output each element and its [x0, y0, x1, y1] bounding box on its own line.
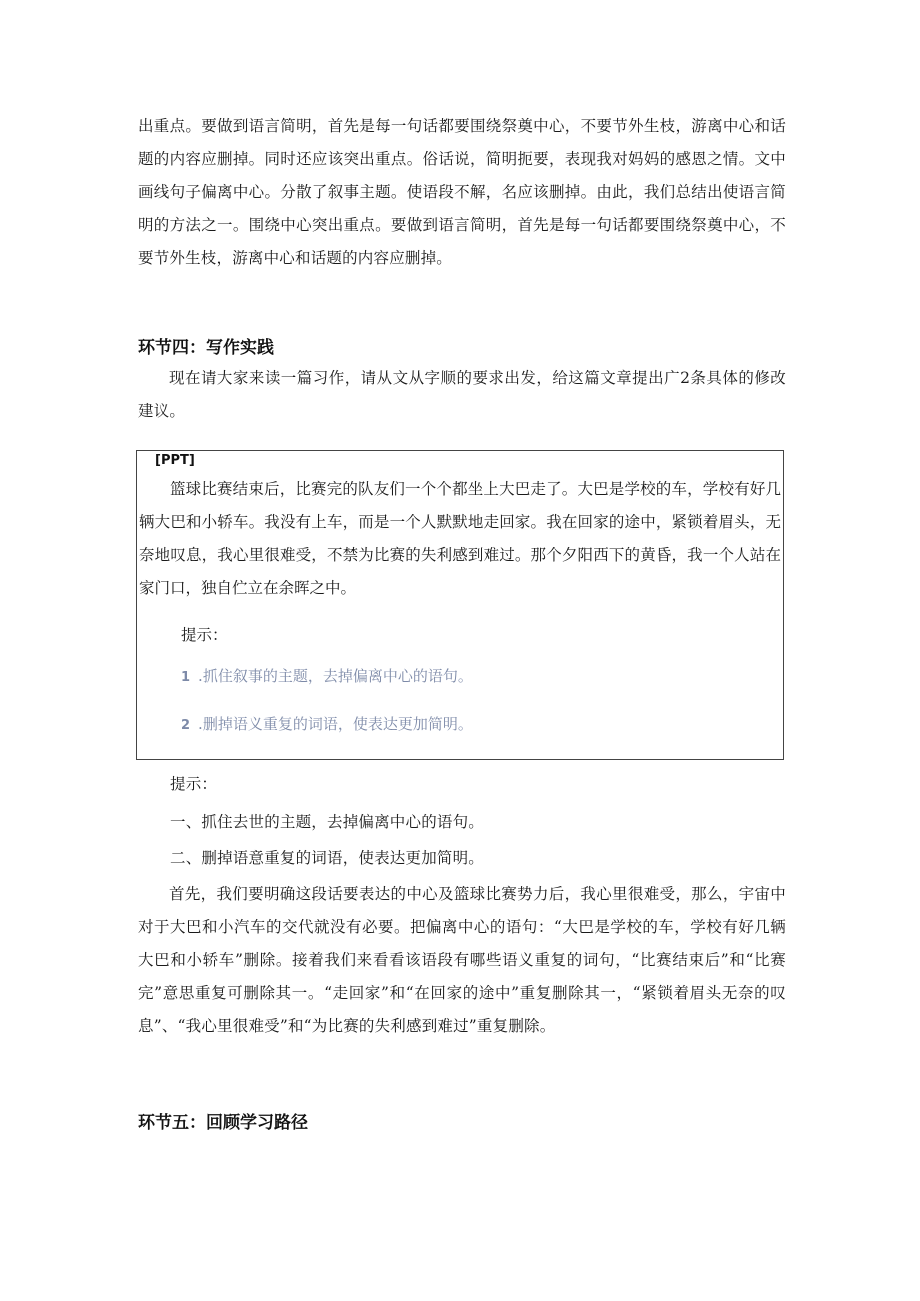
ppt-box	[136, 450, 784, 760]
ppt-hint-label: 提示：	[181, 626, 228, 644]
ppt-hint-text: .删掉语义重复的词语，使表达更加简明。	[198, 715, 473, 733]
section4-instruction: 现在请大家来读一篇习作，请从文从字顺的要求出发，给这篇文章提出广2条具体的修改建议。	[138, 369, 786, 420]
intro-paragraph: 出重点。要做到语言简明，首先是每一句话都要围绕祭奠中心，不要节外生枝，游离中心和话题的内容应删掉。同时还应该突出重点。俗话说，简明扼要，表现我对妈妈的感恩之情。文中画线句子偏离中心。分散了叙事主题。使语段不解，名应该删掉。由此，我们总结出使语言简明的方法之一。围绕中心突出重点。要做到语言简明，首先是每一句话都要围绕祭奠中心，不要节外生枝，游离中心和话题的内容应删掉。	[138, 117, 786, 267]
ppt-tag: [PPT]	[155, 453, 195, 468]
section5-heading: 环节五：回顾学习路径	[138, 1113, 308, 1133]
hint-line-2: 二、删掉语意重复的词语，使表达更加简明。	[170, 849, 485, 867]
ppt-passage: 篮球比赛结束后，比赛完的队友们一个个都坐上大巴走了。大巴是学校的车，学校有好几辆大巴和小轿车。我没有上车，而是一个人默默地走回家。我在回家的途中，紧锁着眉头，无奈地叹息，我心里很难受，不禁为比赛的失利感到难过。那个夕阳西下的黄昏，我一个人站在家门口，独自伫立在余晖之中。	[139, 480, 781, 597]
hint-line-1: 一、抓住去世的主题，去掉偏离中心的语句。	[170, 813, 485, 831]
section4-heading: 环节四：写作实践	[138, 338, 274, 358]
ppt-hint-number: 1	[181, 670, 191, 685]
ppt-hint-item	[181, 713, 473, 734]
ppt-hint-number: 2	[181, 718, 191, 733]
ppt-hint-text: .抓住叙事的主题，去掉偏离中心的语句。	[198, 667, 473, 685]
analysis-paragraph: 首先，我们要明确这段话要表达的中心及篮球比赛势力后，我心里很难受，那么，宇宙中对于大巴和小汽车的交代就没有必要。把偏离中心的语句：“大巴是学校的车，学校有好几辆大巴和小轿车”删除。接着我们来看看该语段有哪些语义重复的词句，“比赛结束后”和“比赛完”意思重复可删除其一。“走回家”和“在回家的途中”重复删除其一，“紧锁着眉头无奈的叹息”、“我心里很难受”和“为比赛的失利感到难过”重复删除。	[138, 885, 786, 1035]
ppt-hint-item	[181, 665, 473, 686]
hints-label: 提示：	[170, 775, 218, 793]
